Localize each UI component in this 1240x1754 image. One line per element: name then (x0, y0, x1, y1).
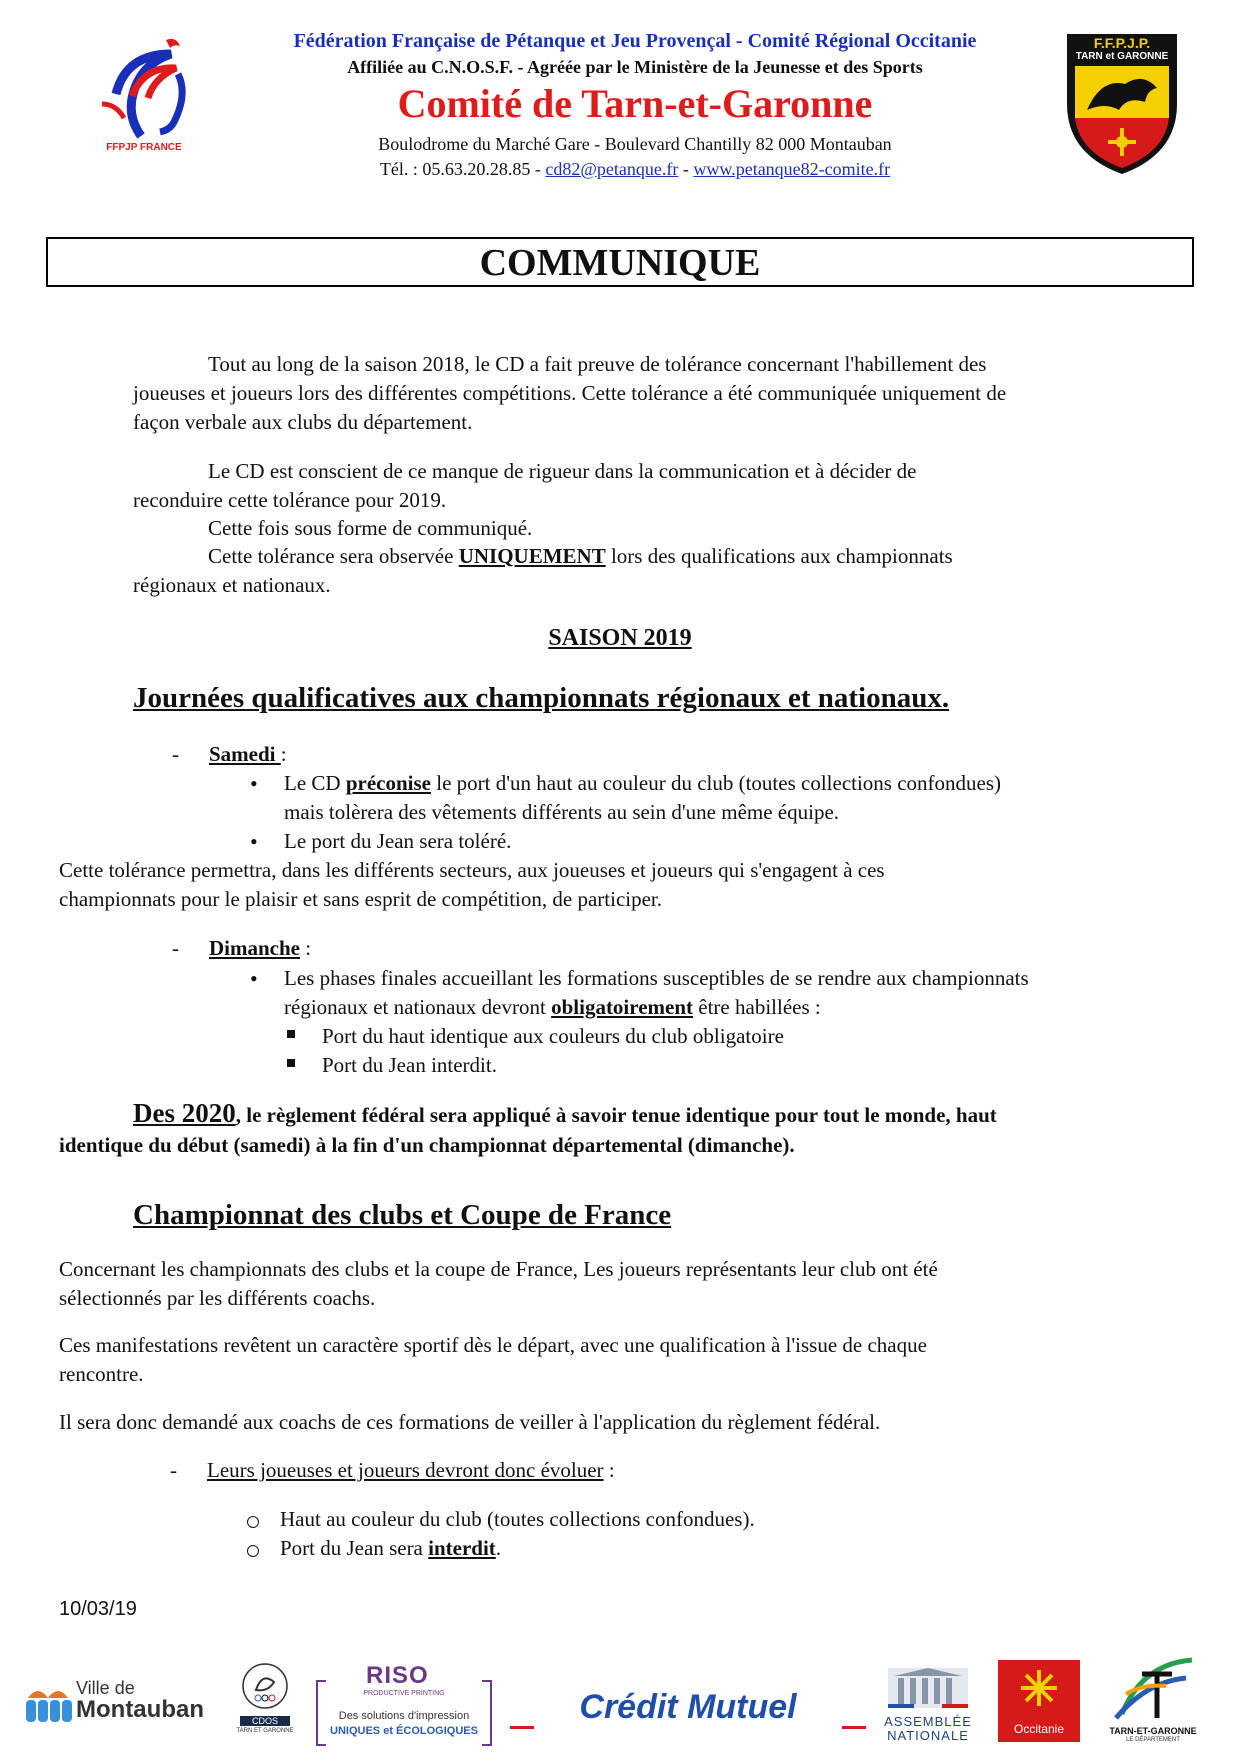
season-heading: SAISON 2019 (548, 625, 692, 651)
saturday-colon: : (280, 742, 287, 766)
square-bullet (287, 1059, 295, 1067)
tarn-garonne-dept-logo (1102, 1654, 1204, 1746)
sunday-text: Dimanche (209, 936, 300, 960)
federation-name: Fédération Française de Pétanque et Jeu Provençal - Comité Régional Occitanie (293, 30, 977, 52)
clubs-dash-text: Leurs joueuses et joueurs devront donc évoluer (207, 1458, 604, 1482)
tarn-garonne-name: TARN-ET-GARONNE (1109, 1726, 1197, 1736)
intro-p1-line1: Tout au long de la saison 2018, le CD a fait preuve de tolérance concernant l'habillement des (208, 352, 987, 376)
intro-p4-line2: régionaux et nationaux. (133, 573, 331, 597)
clubs-o1: Haut au couleur du club (toutes collections confondues). (280, 1507, 755, 1531)
intro-p1-line3: façon verbale aux clubs du département. (133, 410, 473, 434)
intro-p4-c: lors des qualifications aux championnats (605, 544, 953, 568)
cdos-label: CDOS (240, 1716, 290, 1726)
sunday-sub1: Port du haut identique aux couleurs du club obligatoire (322, 1024, 784, 1048)
phone-text: Tél. : 05.63.20.28.85 - (379, 159, 546, 179)
bullet-dot: • (250, 829, 258, 854)
intro-p4-a: Cette tolérance sera observée (208, 544, 459, 568)
intro-p4-emphasis: UNIQUEMENT (458, 544, 606, 568)
intro-p1-line2: joueuses et joueurs lors des différentes compétitions. Cette tolérance a été communiquée uniquement de (133, 381, 1007, 405)
cdos-logo (236, 1660, 294, 1744)
clubs-heading: Championnat des clubs et Coupe de France (133, 1199, 672, 1231)
circle-bullet (247, 1545, 259, 1557)
website-link[interactable]: www.petanque82-comite.fr (693, 159, 891, 179)
tolerance-line1: Cette tolérance permettra, dans les différents secteurs, aux joueuses et joueurs qui s'engagent à ces (59, 858, 885, 882)
credit-mutuel-name: Crédit Mutuel (579, 1688, 797, 1726)
sunday-bullet1-line1: Les phases finales accueillant les formations susceptibles de se rendre aux championnats (284, 966, 1029, 990)
contact-line (230, 159, 1040, 180)
sun-b1-emphasis: obligatoirement (551, 995, 694, 1019)
assemblee-logo (880, 1664, 976, 1744)
cm-rule-right (842, 1726, 866, 1729)
assemblee-line2: NATIONALE (887, 1728, 969, 1743)
saturday-dash: - (172, 742, 179, 766)
sunday-sub2: Port du Jean interdit. (322, 1053, 497, 1077)
address-line: Boulodrome du Marché Gare - Boulevard Chantilly 82 000 Montauban (378, 134, 892, 154)
riso-name: RISO (366, 1662, 429, 1689)
sun-b1-a: régionaux et nationaux devront (284, 995, 552, 1019)
saturday-text: Samedi (209, 742, 281, 766)
saturday-bullet1-line2: mais tolèrera des vêtements différents au sein d'une même équipe. (284, 800, 840, 824)
bullet-dot: • (250, 771, 258, 796)
cdos-subtitle: TARN ET GARONNE (236, 1728, 294, 1734)
crest-subtitle: TARN et GARONNE (1075, 51, 1169, 62)
clubs-p2-line2: rencontre. (59, 1362, 144, 1386)
riso-line1: Des solutions d'impression (338, 1710, 470, 1722)
montauban-logo (24, 1678, 214, 1728)
cm-rule-left (510, 1726, 534, 1729)
clubs-dash-item (207, 1456, 615, 1485)
montauban-name: Montauban (76, 1696, 204, 1723)
sat-b1-c: le port d'un haut au couleur du club (toutes collections confondues) (430, 771, 1002, 795)
tarn-garonne-sub: LE DÉPARTEMENT (1126, 1737, 1180, 1743)
clubs-p3: Il sera donc demandé aux coachs de ces formations de veiller à l'application du règlement fédéral. (59, 1410, 881, 1434)
clubs-p2-line1: Ces manifestations revêtent un caractère sportif dès le départ, avec une qualification à l'issue de chaque (59, 1333, 927, 1357)
affiliation-line: Affiliée au C.N.O.S.F. - Agréée par le Ministère de la Jeunesse et des Sports (347, 57, 923, 77)
rule2020-line1 (133, 1099, 997, 1130)
email-link[interactable]: cd82@petanque.fr (545, 159, 679, 179)
rule2020-line2: identique du début (samedi) à la fin d'un championnat départemental (dimanche). (59, 1133, 795, 1157)
sunday-dash: - (172, 936, 179, 960)
sat-b1-emphasis: préconise (345, 771, 431, 795)
riso-tag: PRODUCTIVE PRINTING (363, 1690, 445, 1697)
occitanie-name: Occitanie (1013, 1722, 1065, 1736)
sunday-label (209, 934, 311, 963)
ffpjp-logo-text: FFPJP FRANCE (106, 142, 182, 153)
crest-title: F.F.P.J.P. (1093, 35, 1151, 51)
rule2020-rest: , le règlement fédéral sera appliqué à savoir tenue identique pour tout le monde, haut (235, 1103, 997, 1127)
clubs-o2-a: Port du Jean sera (280, 1536, 429, 1560)
qualification-heading: Journées qualificatives aux championnats régionaux et nationaux. (133, 682, 950, 714)
ffpjp-logo (96, 34, 208, 162)
sunday-bullet1-line2 (284, 993, 821, 1022)
clubs-dash-colon: : (603, 1458, 615, 1482)
intro-p4-line1 (208, 542, 953, 571)
sun-b1-c: être habillées : (693, 995, 821, 1019)
assemblee-line1: ASSEMBLÉE (884, 1714, 972, 1729)
clubs-o2-c: . (495, 1536, 502, 1560)
riso-line2: UNIQUES et ÉCOLOGIQUES (330, 1725, 478, 1737)
sat-b1-a: Le CD (284, 771, 346, 795)
sunday-colon: : (300, 936, 312, 960)
saturday-label (209, 740, 287, 769)
rule2020-lead: Des 2020 (133, 1098, 236, 1128)
saturday-bullet2: Le port du Jean sera toléré. (284, 829, 512, 853)
tarn-garonne-crest (1063, 30, 1181, 176)
square-bullet (287, 1030, 295, 1038)
riso-logo (316, 1662, 492, 1746)
clubs-o2-emphasis: interdit (428, 1536, 496, 1560)
occitanie-logo (998, 1660, 1080, 1742)
clubs-o2 (280, 1534, 501, 1563)
contact-separator: - (678, 159, 694, 179)
montauban-top: Ville de (76, 1678, 135, 1698)
saturday-bullet1-line1 (284, 769, 1001, 798)
intro-p2-line1: Le CD est conscient de ce manque de rigueur dans la communication et à décider de (208, 459, 917, 483)
tolerance-line2: championnats pour le plaisir et sans esprit de compétition, de participer. (59, 887, 663, 911)
bullet-dot: • (250, 966, 258, 991)
circle-bullet (247, 1516, 259, 1528)
communique-title: COMMUNIQUE (46, 237, 1194, 287)
intro-p2-line2: reconduire cette tolérance pour 2019. (133, 488, 447, 512)
committee-name: Comité de Tarn-et-Garonne (397, 81, 873, 126)
document-date: 10/03/19 (59, 1598, 137, 1620)
clubs-p1-line2: sélectionnés par les différents coachs. (59, 1286, 376, 1310)
intro-p3: Cette fois sous forme de communiqué. (208, 516, 533, 540)
credit-mutuel-logo (510, 1688, 866, 1734)
clubs-dash: - (170, 1458, 177, 1482)
clubs-p1-line1: Concernant les championnats des clubs et la coupe de France, Les joueurs représentants leur club ont été (59, 1257, 938, 1281)
